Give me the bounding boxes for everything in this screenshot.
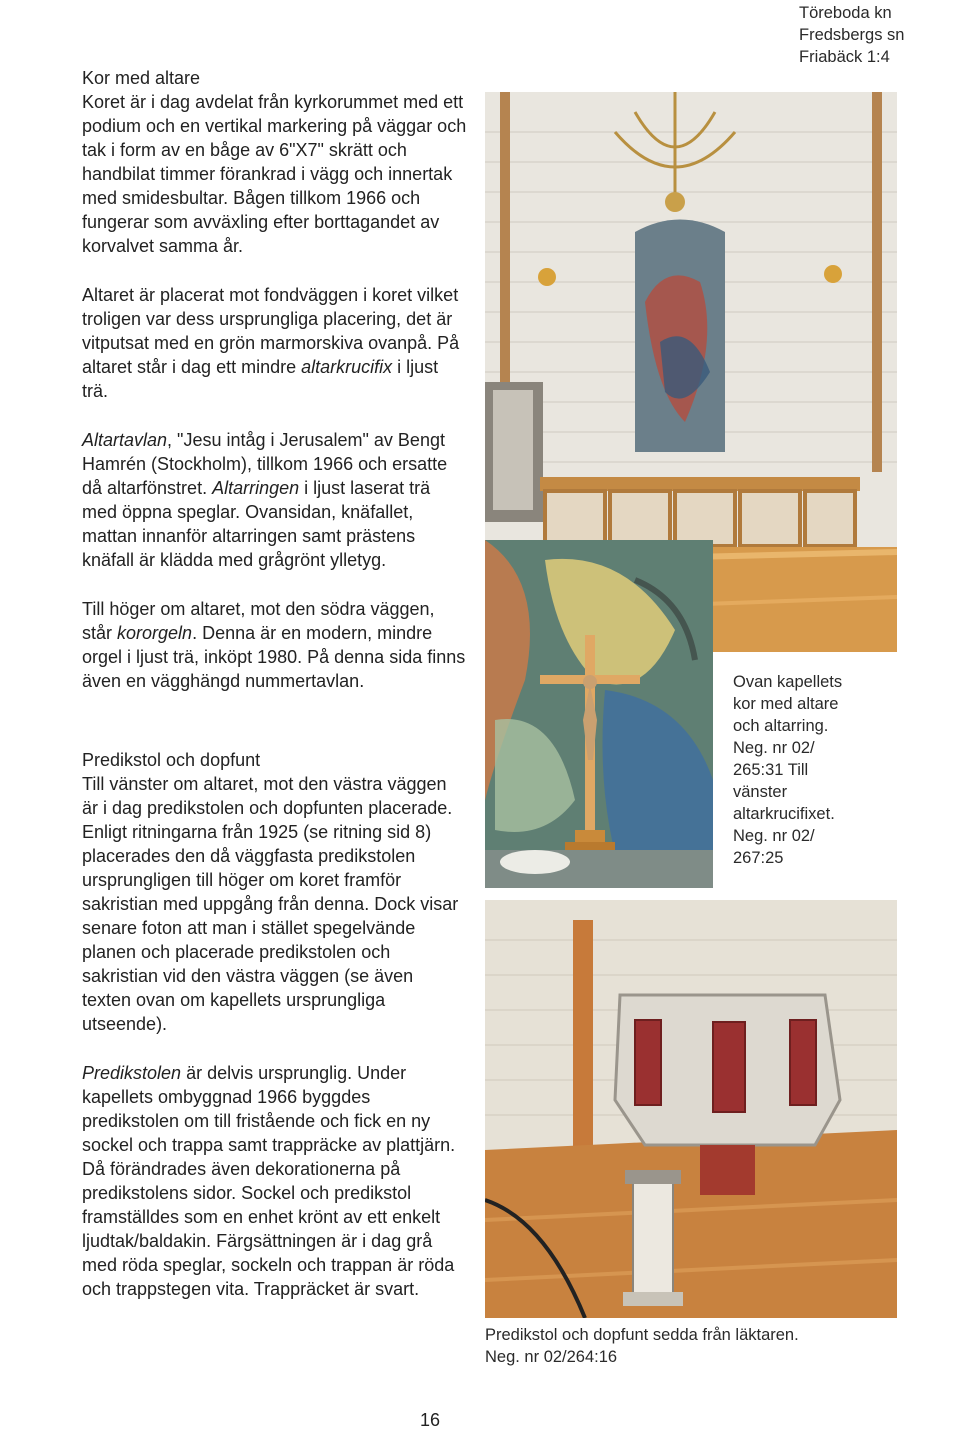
location-header xyxy=(799,2,924,68)
photo-pulpit-font xyxy=(485,900,897,1318)
caption-line: Neg. nr 02/ xyxy=(733,827,815,845)
photo-altar-crucifix xyxy=(485,540,713,888)
header-municipality: Töreboda kn xyxy=(799,4,892,22)
caption-line: och altarring. xyxy=(733,717,829,735)
section-heading-kor: Kor med altare xyxy=(82,68,201,88)
paragraph-kor-3: Altartavlan, "Jesu intåg i Jerusalem" av Bengt Hamrén (Stockholm), tillkom 1966 och ersatte då altarfönstret. Altarringen i ljust laserat trä med öppna speglar. Ovansidan, knäfallet, mattan innanför altarringen samt prästens knäfall är klädda med grågrönt ylletyg. xyxy=(82,430,448,570)
caption-line: 267:25 xyxy=(733,849,784,867)
section-heading-predikstol: Predikstol och dopfunt xyxy=(82,750,261,770)
caption-choir-crucifix xyxy=(733,671,933,869)
caption-line: altarkrucifixet. xyxy=(733,805,835,823)
header-parish: Fredsbergs sn xyxy=(799,26,905,44)
caption-pulpit-font xyxy=(485,1324,905,1368)
page-number: 16 xyxy=(419,1410,441,1430)
caption-line: Ovan kapellets xyxy=(733,673,843,691)
paragraph-predikstol-2: Predikstolen är delvis ursprunglig. Under kapellets ombyggnad 1966 byggdes predikstolen om till fristående och fick en ny sockel och trappa samt trappräcke av plattjärn. Då förändrades även dekorationerna på predikstolens sidor. Sockel och predikstol framställdes som en enhet krönt av ett enkelt ljudtak/baldakin. Färgsättningen är i dag grå med röda speglar, sockeln och trappan är röda och trappstegen vita. Trappräcket är svart. xyxy=(82,1063,456,1299)
caption-line: 265:31 Till xyxy=(733,761,809,779)
caption-line: kor med altare xyxy=(733,695,839,713)
paragraph-kor-2: Altaret är placerat mot fondväggen i koret vilket troligen var dess ursprungliga placering, det är vitputsat med en grön marmorskiva ovanpå. På altaret står i dag ett mindre altarkrucifix i ljust trä. xyxy=(82,285,460,401)
caption-line: Predikstol och dopfunt sedda från läktaren. xyxy=(485,1326,799,1344)
caption-line: Neg. nr 02/ xyxy=(733,739,815,757)
caption-line: vänster xyxy=(733,783,788,801)
paragraph-kor-4: Till höger om altaret, mot den södra väggen, står kororgeln. Denna är en modern, mindre orgel i ljust trä, inköpt 1980. På denna sida finns även en vägghängd nummertavlan. xyxy=(82,599,466,691)
text-column xyxy=(82,66,467,1301)
paragraph-kor-1: Koret är i dag avdelat från kyrkorummet med ett podium och en vertikal markering på väggar och tak i form av en båge av 6"X7" skrätt och handbilat timmer förankrad i vägg och innertak med smidesbultar. Bågen tillkom 1966 och fungerar som avväxling efter borttagandet av korvalvet samma år. xyxy=(82,92,467,256)
header-property: Friabäck 1:4 xyxy=(799,48,890,66)
caption-line: Neg. nr 02/264:16 xyxy=(485,1348,618,1366)
paragraph-predikstol-1: Till vänster om altaret, mot den västra väggen är i dag predikstolen och dopfunten placerade. Enligt ritningarna från 1925 (se ritning sid 8) placerades den då väggfasta predikstolen ursprungligen till höger om koret framför sakristian med uppgång från denna. Dock visar senare foton att man i stället spegelvände planen och placerade predikstolen och sakristian vid den västra väggen (se även texten ovan om kapellets ursprungliga utseende). xyxy=(82,774,459,1034)
